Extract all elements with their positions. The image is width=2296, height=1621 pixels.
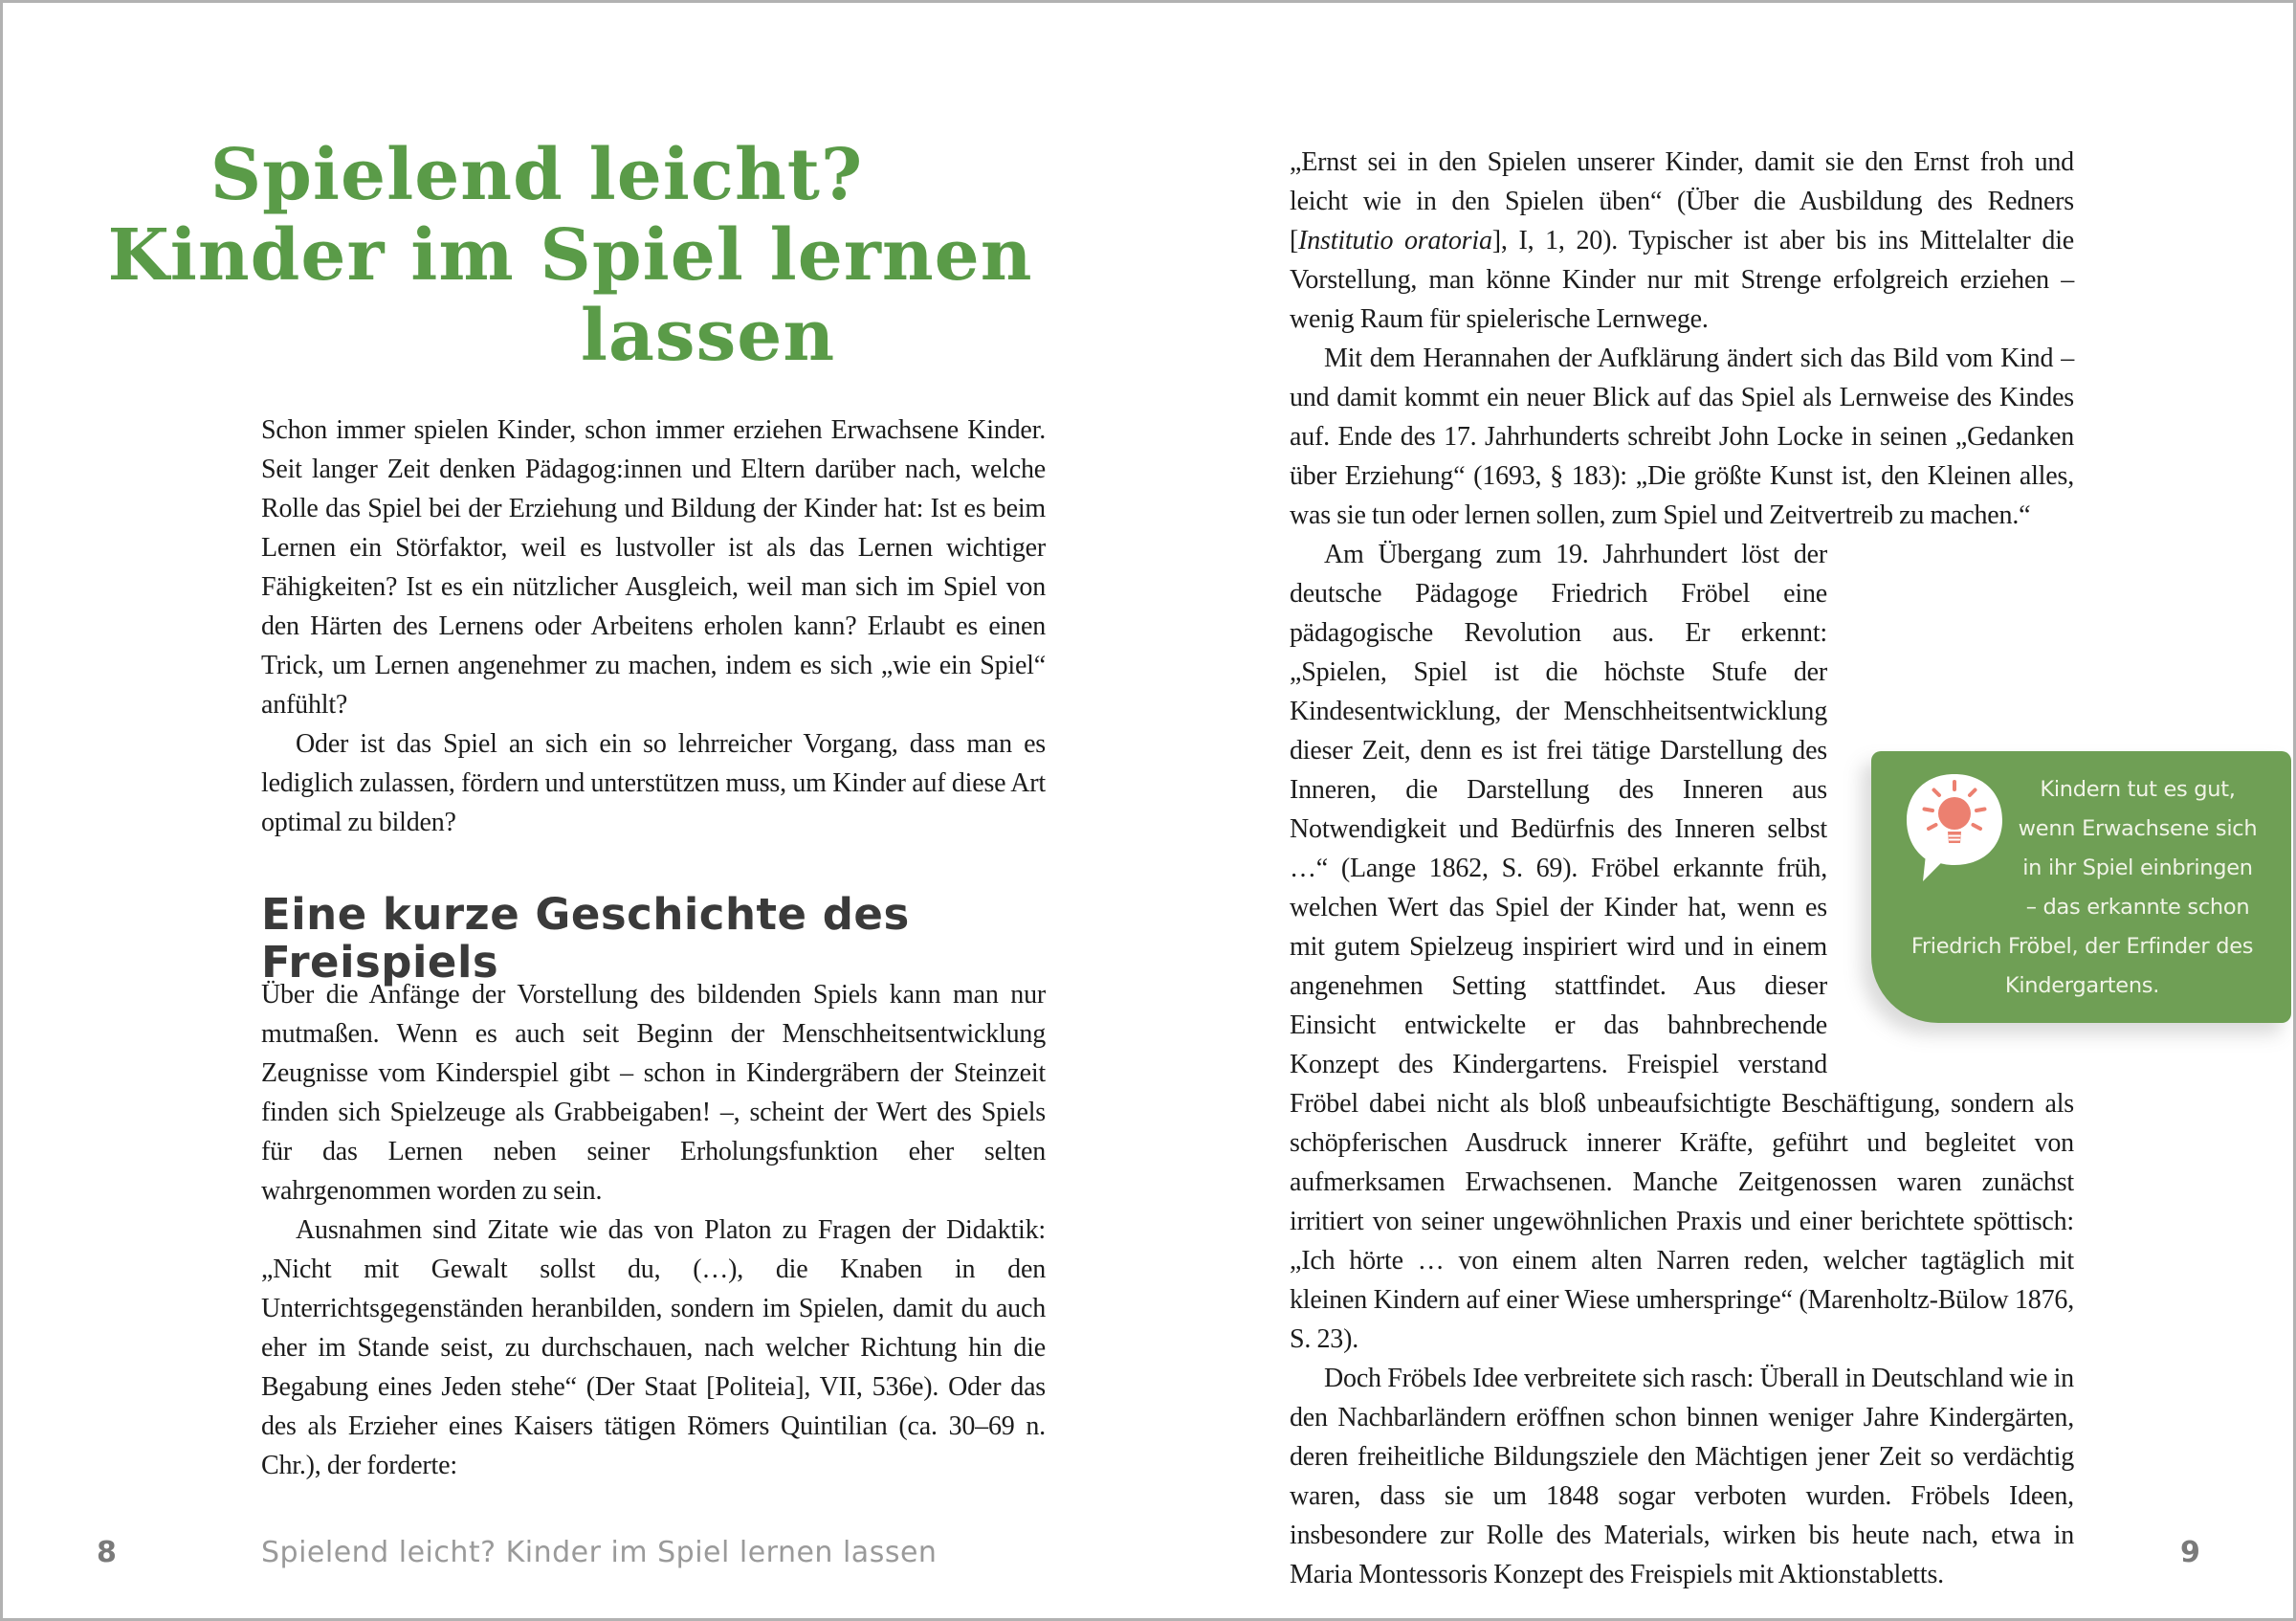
paragraph xyxy=(1290,339,2074,535)
paragraph xyxy=(1290,1359,2074,1594)
callout-text: Kindern tut es gut, wenn Erwachsene sich in ihr Spiel einbringen – das erkannte schon Friedrich Fröbel, der Erfinder des Kindergartens. xyxy=(1910,777,2258,998)
chapter-title-line: Kinder im Spiel lernen xyxy=(107,214,1033,297)
text-run: Über die Anfänge der Vorstellung des bildenden Spiels kann man nur mutmaßen. Wenn es auch seit Beginn der Menschheitsentwicklung Zeugnisse vom Kinderspiel gibt – schon in Kindergräbern der Steinzeit finden sich Spielzeuge als Grabbeigaben! –, scheint der Wert des Spiels für das Lernen neben seiner Erholungsfunktion eher selten wahrgenommen worden zu sein. xyxy=(261,980,1046,1206)
text-run: Schon immer spielen Kinder, schon immer erziehen Erwachsene Kinder. Seit langer Zeit denken Pädagog:innen und Eltern darüber nach, welche Rolle das Spiel bei der Erziehung und Bildung der Kinder hat: Ist es beim Lernen ein Störfaktor, weil es lustvoller ist als das Lernen wichtiger Fähigkeiten? Ist es ein nützlicher Ausgleich, weil man sich im Spiel von den Härten des Lernens oder Arbeitens erholen kann? Erlaubt es einen Trick, um Lernen angenehmer zu machen, indem es sich „wie ein Spiel“ anfühlt? xyxy=(261,415,1046,720)
paragraph xyxy=(1290,143,2074,339)
text-run: Oder ist das Spiel an sich ein so lehrreicher Vorgang, dass man es lediglich zulassen, fördern und unterstützen muss, um Kinder auf diese Art optimal zu bilden? xyxy=(261,729,1046,837)
left-page-section-text xyxy=(261,975,1046,1485)
text-run: Mit dem Herannahen der Aufklärung ändert sich das Bild vom Kind – und damit kommt ein neuer Blick auf das Spiel als Lernweise des Kindes auf. Ende des 17. Jahrhunderts schreibt John Locke in seinen „Gedanken über Erziehung“ (1693, § 183): „Die größte Kunst ist, den Kleinen alles, was sie tun oder lernen sollen, zum Spiel und Zeitvertreib zu machen.“ xyxy=(1290,344,2074,530)
text-run: „Ernst sei in den Spielen unserer Kinder, damit sie den Ernst froh und leicht wie in den Spielen üben“ (Über die Ausbildung des Redners [ xyxy=(1290,147,2074,255)
chapter-title-line: lassen xyxy=(580,295,836,377)
paragraph xyxy=(261,724,1046,842)
chapter-title xyxy=(107,134,1046,377)
text-run: Am Übergang zum 19. Jahrhundert löst der deutsche Pädagoge Friedrich Fröbel eine pädagogische Revolution aus. Er erkennt: „Spielen, Spiel ist die höchste Stufe der Kindesentwicklung, der Menschheitsentwicklung dieser Zeit, denn es ist frei tätige Darstellung des Inneren, die Darstellung des Inneren aus Notwendigkeit und Bedürfnis des Inneren selbst …“ (Lange 1862, S. 69). Fröbel erkannte früh, welchen Wert das Spiel der Kinder hat, wenn es mit gutem Spielzeug inspiriert wird und in einem angenehmen Setting stattfindet. Aus dieser Einsicht entwickelte er das bahnbrechende Konzept des Kindergartens. Freispiel verstand Fröbel dabei nicht als bloß unbeaufsichtigte Beschäftigung, sondern als schöpferischen Ausdruck innerer Kräfte, geführt und begleitet von aufmerksamen Erwachsenen. Manche Zeitgenossen waren zunächst irritiert von seiner ungewöhnlichen Praxis und einer berichtete spöttisch: „Ich hörte … von einem alten Narren reden, welcher tagtäglich mit kleinen Kindern auf einer Wiese umherspringe“ (Marenholtz-Bülow 1876, S. 23). xyxy=(1290,540,2074,1354)
paragraph xyxy=(261,1210,1046,1485)
running-title: Spielend leicht? Kinder im Spiel lernen lassen xyxy=(261,1536,938,1569)
chapter-title-line: Spielend leicht? xyxy=(210,134,864,216)
paragraph xyxy=(261,975,1046,1210)
text-run: Ausnahmen sind Zitate wie das von Platon zu Fragen der Didaktik: „Nicht mit Gewalt sollst du, (…), die Knaben in den Unterrichtsgegenständen heranbilden, sondern im Spielen, damit du auch eher im Stande seist, zu durchschauen, nach welcher Richtung hin die Begabung eines Jeden stehe“ (Der Staat [Politeia], VII, 536e). Oder das des als Erzieher eines Kaisers tätigen Römers Quintilian (ca. 30–69 n. Chr.), der forderte: xyxy=(261,1215,1046,1480)
italic-text: Institutio oratoria xyxy=(1298,226,1492,255)
text-run: Doch Fröbels Idee verbreitete sich rasch: Überall in Deutschland wie in den Nachbarländern eröffnen schon binnen weniger Jahre Kindergärten, deren freiheitliche Bildungsziele den Mächtigen jener Zeit so verdächtig waren, dass sie um 1848 sogar verboten wurden. Fröbels Ideen, insbesondere zur Rolle des Materials, wirken bis heute nach, etwa in Maria Montessoris Konzept des Freispiels mit Aktionstabletts. xyxy=(1290,1364,2074,1589)
callout-box xyxy=(1871,751,2291,1023)
paragraph xyxy=(261,411,1046,724)
page-number-left: 8 xyxy=(97,1536,118,1569)
left-page-intro-text xyxy=(261,411,1046,842)
text-run: ], I, 1, 20). Typischer ist aber bis ins Mittelalter die Vorstellung, man könne Kinder nur mit Strenge erfolgreich erziehen – wenig Raum für spielerische Lernwege. xyxy=(1290,226,2074,334)
section-heading: Eine kurze Geschichte des Freispiels xyxy=(261,889,910,988)
lightbulb-speech-bubble-icon xyxy=(1904,772,2005,885)
page-number-right: 9 xyxy=(2180,1536,2201,1569)
